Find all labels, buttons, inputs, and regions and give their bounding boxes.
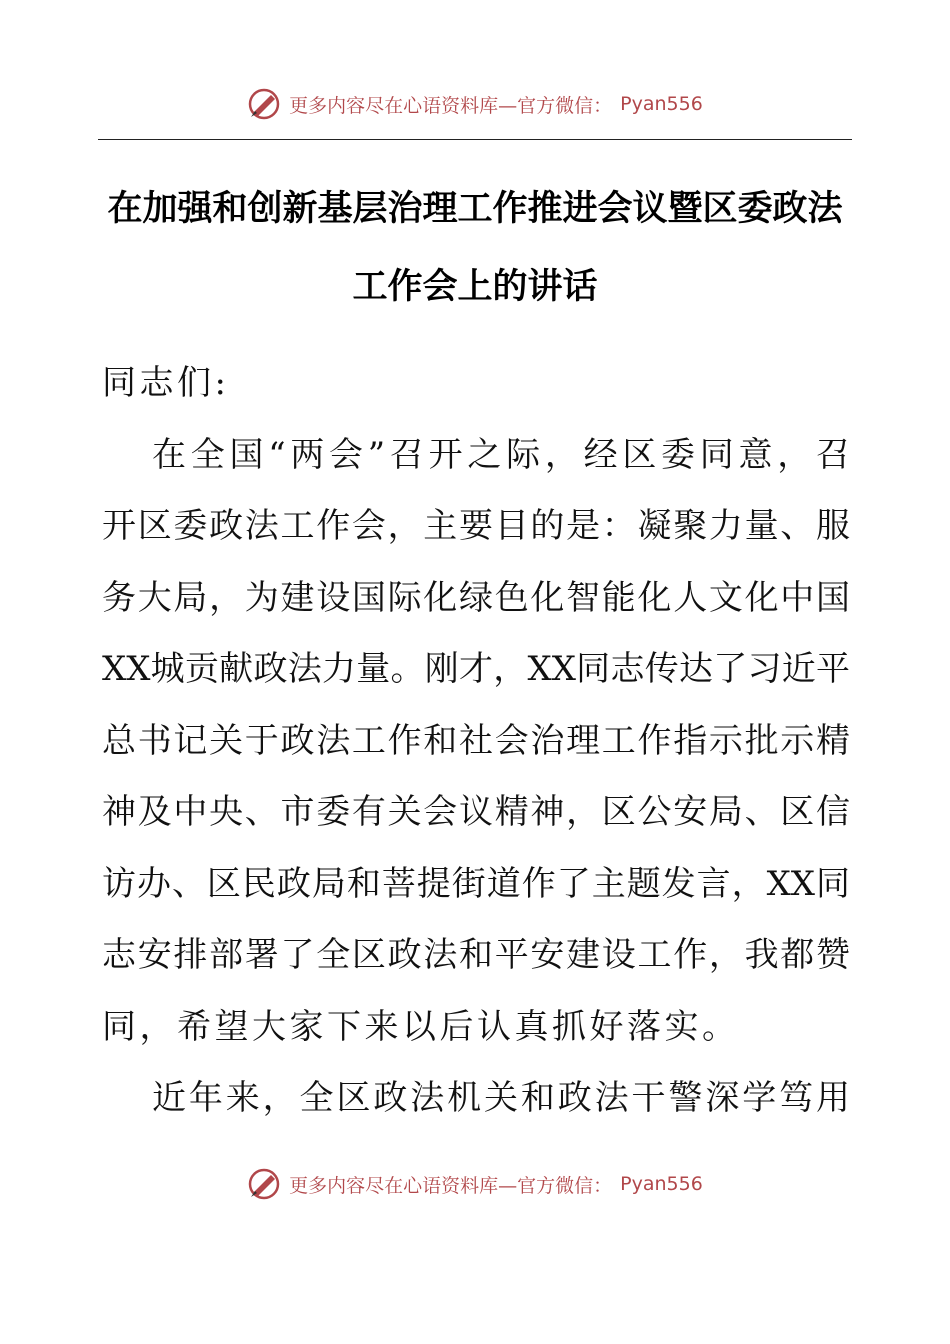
title-line-2: 工作会上的讲话	[352, 267, 598, 307]
document-title	[98, 170, 852, 326]
header-divider	[98, 139, 852, 140]
watermark-wechat-id: Pyan556	[620, 1173, 703, 1195]
watermark-wechat-id: Pyan556	[620, 93, 703, 115]
watermark-text: 更多内容尽在心语资料库—官方微信：	[289, 94, 613, 117]
pen-nib-logo-icon	[247, 87, 281, 121]
paragraph-line: 近年来，全区政法机关和政法干警深学笃用	[152, 1078, 850, 1118]
paragraph-line: 在全国“两会”召开之际，经区委同意，召	[152, 434, 850, 475]
header-watermark	[0, 84, 950, 124]
watermark-text: 更多内容尽在心语资料库—官方微信：	[289, 1174, 613, 1197]
paragraph-line: 开区委政法工作会，主要目的是：凝聚力量、服	[102, 506, 850, 546]
salutation: 同志们:	[102, 363, 230, 403]
paragraph-line: 志安排部署了全区政法和平安建设工作，我都赞	[102, 935, 850, 975]
pen-nib-logo-icon	[247, 1167, 281, 1201]
paragraph-line: 神及中央、市委有关会议精神，区公安局、区信	[102, 792, 850, 832]
document-body	[102, 348, 850, 1135]
paragraph-line: 访办、区民政局和菩提街道作了主题发言，XX同	[102, 863, 850, 904]
paragraph-line: 务大局，为建设国际化绿色化智能化人文化中国	[102, 577, 850, 618]
title-line-1: 在加强和创新基层治理工作推进会议暨区委政法	[107, 189, 843, 229]
paragraph-line: XX城贡献政法力量。刚才，XX同志传达了习近平	[102, 649, 850, 689]
paragraph-line: 总书记关于政法工作和社会治理工作指示批示精	[102, 720, 850, 761]
footer-watermark	[0, 1164, 950, 1204]
paragraph-line: 同，希望大家下来以后认真抓好落实。	[102, 1006, 740, 1047]
